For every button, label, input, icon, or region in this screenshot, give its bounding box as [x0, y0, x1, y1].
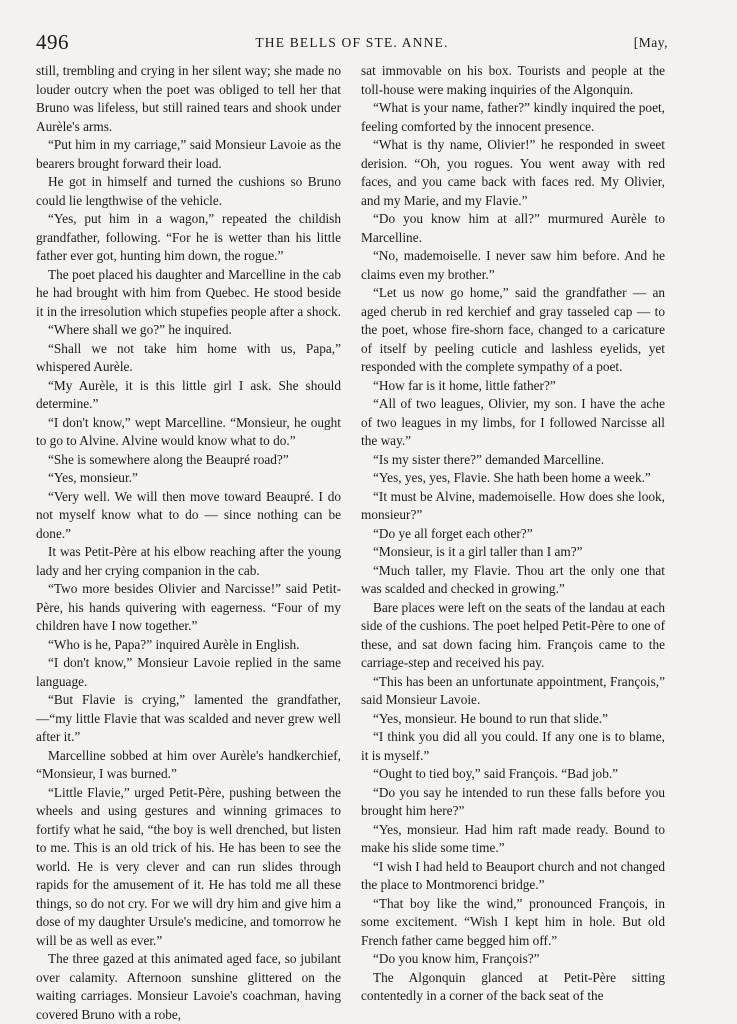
right-column: [361, 62, 665, 1006]
paragraph: “Where shall we go?” he inquired.: [48, 322, 232, 337]
paragraph: “No, mademoiselle. I never saw him before. And he claims even my brother.”: [361, 248, 665, 282]
paragraph: “But Flavie is crying,” lamented the grandfather,—“my little Flavie that was scalded and never grew well after it.”: [36, 692, 341, 744]
paragraph: “Monsieur, is it a girl taller than I am?”: [373, 544, 583, 559]
paragraph: “Is my sister there?” demanded Marcelline.: [373, 451, 605, 467]
paragraph: still, trembling and crying in her silent way; she made no louder outcry when the poet was obliged to tell her that Bruno was lifeless, but still rained tears and shook under Aurèle's arms.: [36, 63, 341, 134]
paragraph: “Two more besides Olivier and Narcisse!” said Petit-Père, his hands quivering with eagerness. “Four of my children have I now together.”: [36, 581, 341, 633]
paragraph: “Very well. We will then move toward Beaupré. I do not myself know what to do — since nothing can be done.”: [36, 488, 341, 541]
paragraph: “Do ye all forget each other?”: [373, 525, 533, 541]
paragraph: “This has been an unfortunate appointment, François,” said Monsieur Lavoie.: [361, 673, 665, 707]
paragraph: “I don't know,” wept Marcelline. “Monsieur, he ought to go to Alvine. Alvine would know what to do.”: [36, 414, 341, 448]
paragraph: “Little Flavie,” urged Petit-Père, pushing between the wheels and using gestures and winning grimaces to fortify what he said, “the boy is well drenched, but listen to me. This is an old trick of his. He has been to see the world. He is very clever and can run slides through rapids for the amusement of it. He has told me all these things, so do not cry. For we will dry him and give him a dose of my daughter Ursule's medicine, and tomorrow he will be as well as ever.”: [36, 784, 341, 948]
paragraph: “Do you know him, François?”: [373, 951, 540, 966]
paragraph: “All of two leagues, Olivier, my son. I have the ache of two leagues in my limbs, for I followed Narcisse all the way.”: [361, 396, 665, 448]
paragraph: Bare places were left on the seats of the landau at each side of the cushions. The poet helped Petit-Père to one of these, and sat down facing him. François came to the carriage-step and received his pay.: [361, 599, 665, 670]
paragraph: “She is somewhere along the Beaupré road?”: [48, 451, 289, 467]
paragraph: “Ought to tied boy,” said François. “Bad job.”: [373, 766, 619, 781]
paragraph: “Put him in my carriage,” said Monsieur Lavoie as the bearers brought forward their load.: [36, 137, 341, 171]
running-month: [May,: [633, 35, 668, 50]
page-number: 496: [36, 30, 69, 54]
paragraph: “I wish I had held to Beauport church and not changed the place to Montmorenci bridge.”: [361, 858, 665, 892]
paragraph: “It must be Alvine, mademoiselle. How does she look, monsieur?”: [361, 488, 665, 522]
paragraph: sat immovable on his box. Tourists and people at the toll-house were making inquiries of the Algonquin.: [361, 63, 665, 97]
paragraph: “Let us now go home,” said the grandfather — an aged cherub in red kerchief and gray tasseled cap — to the poet, whose fire-shorn face, changed to a caricature of itself by peeling cuticle and lashless eyelids, yet responded with the complete sympathy of a poet.: [361, 285, 665, 374]
paragraph: “Yes, monsieur. He bound to run that slide.”: [373, 710, 609, 726]
paragraph: Marcelline sobbed at him over Aurèle's handkerchief, “Monsieur, I was burned.”: [36, 747, 341, 781]
paragraph: “Yes, yes, yes, Flavie. She hath been home a week.”: [373, 470, 651, 485]
paragraph: The Algonquin glanced at Petit-Père sitting contentedly in a corner of the back seat of the: [361, 969, 665, 1003]
paragraph: “Do you know him at all?” murmured Aurèle to Marcelline.: [361, 211, 665, 245]
paragraph: “Yes, monsieur. Had him raft made ready. Bound to make his slide some time.”: [361, 821, 665, 855]
running-title: THE BELLS OF STE. ANNE.: [255, 35, 449, 50]
paragraph: It was Petit-Père at his elbow reaching after the young lady and her crying companion in the cab.: [36, 544, 341, 578]
paragraph: “Yes, monsieur.”: [48, 470, 138, 485]
paragraph: “I don't know,” Monsieur Lavoie replied in the same language.: [36, 655, 341, 689]
left-column: [36, 62, 341, 1024]
paragraph: “What is thy name, Olivier!” he responded in sweet derision. “Oh, you rogues. You went away with red faces, and you came back with faces red. My Olivier, and my Marie, and my Flavie.”: [361, 137, 665, 208]
running-header: [36, 30, 668, 54]
paragraph: “Yes, put him in a wagon,” repeated the childish grandfather, following. “For he is wetter than his little father ever got, hunting him down, the rogue.”: [36, 211, 341, 263]
paragraph: “My Aurèle, it is this little girl I ask. She should determine.”: [36, 377, 341, 411]
paragraph: “Do you say he intended to run these falls before you brought him here?”: [361, 784, 665, 818]
paragraph: He got in himself and turned the cushions so Bruno could lie lengthwise of the vehicle.: [36, 174, 341, 208]
paragraph: “Much taller, my Flavie. Thou art the only one that was scalded and checked in growing.”: [361, 562, 665, 596]
paragraph: “That boy like the wind,” pronounced François, in some excitement. “Wish I kept him in hole. But old French father came begged him off.”: [361, 895, 665, 948]
paragraph: “I think you did all you could. If any one is to blame, it is myself.”: [361, 729, 665, 763]
paragraph: “Shall we not take him home with us, Papa,” whispered Aurèle.: [36, 340, 341, 374]
paragraph: “How far is it home, little father?”: [373, 377, 556, 393]
paragraph: “What is your name, father?” kindly inquired the poet, feeling comforted by the innocent presence.: [361, 100, 665, 134]
paragraph: “Who is he, Papa?” inquired Aurèle in English.: [48, 636, 300, 652]
paragraph: The poet placed his daughter and Marcelline in the cab he had brought with him from Quebec. He stood beside it in the irresolution which stupefies people after a shock.: [36, 266, 342, 319]
paragraph: The three gazed at this animated aged face, so jubilant over calamity. Afternoon sunshine glittered on the waiting carriages. Monsieur Lavoie's coachman, having covered Bruno with a robe,: [36, 951, 341, 1022]
